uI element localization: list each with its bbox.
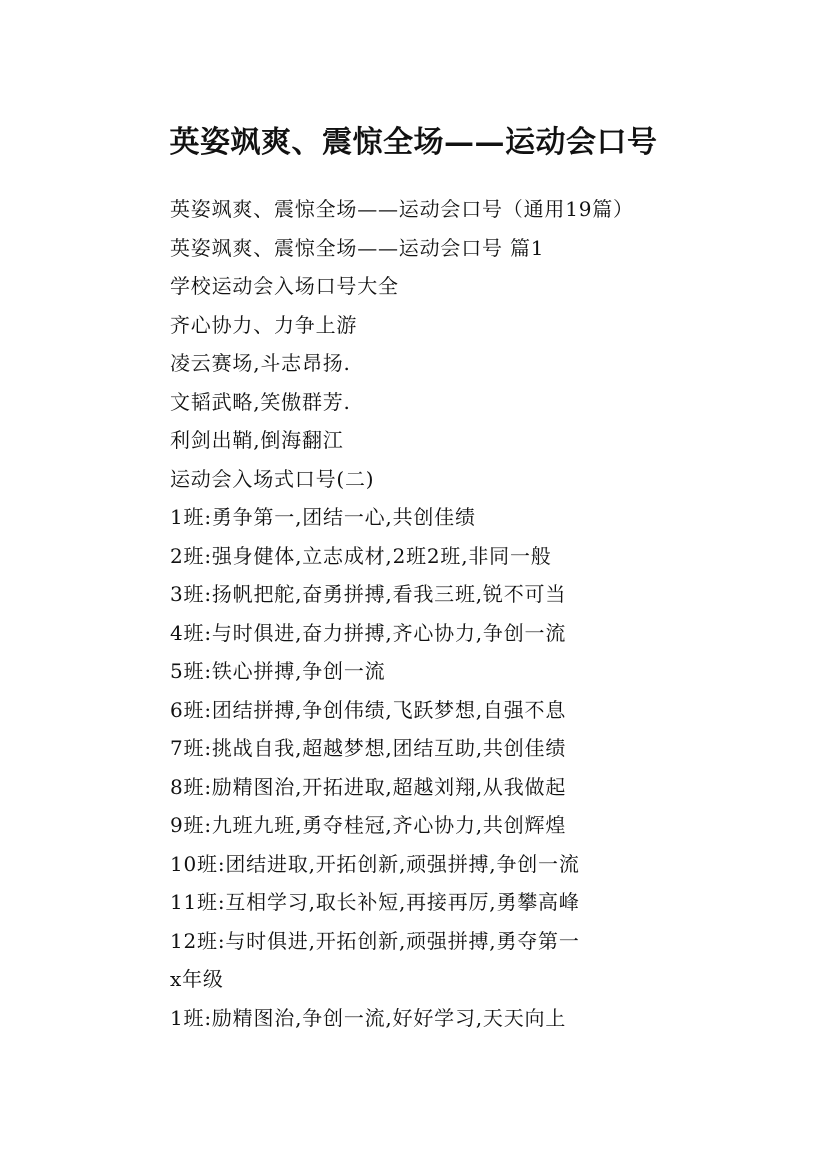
text-line: 3班:扬帆把舵,奋勇拼搏,看我三班,锐不可当: [170, 582, 567, 606]
text-line: 4班:与时俱进,奋力拼搏,齐心协力,争创一流: [170, 620, 567, 645]
text-line: 10班:团结进取,开拓创新,顽强拼搏,争创一流: [170, 851, 580, 876]
text-line: 文韬武略,笑傲群芳.: [170, 389, 351, 414]
text-line: 12班:与时俱进,开拓创新,顽强拼搏,勇夺第一: [170, 928, 580, 953]
text-line: 8班:励精图治,开拓进取,超越刘翔,从我做起: [170, 774, 567, 799]
text-line: 齐心协力、力争上游: [170, 312, 358, 337]
text-line: 利剑出鞘,倒海翻江: [170, 428, 344, 452]
text-line: 运动会入场式口号(二): [170, 466, 375, 491]
page-title: 英姿飒爽、震惊全场——运动会口号: [169, 125, 658, 161]
text-line: 英姿飒爽、震惊全场——运动会口号 篇1: [170, 235, 545, 260]
text-line: 7班:挑战自我,超越梦想,团结互助,共创佳绩: [170, 736, 567, 760]
text-line: 1班:励精图治,争创一流,好好学习,天天向上: [170, 1005, 567, 1030]
text-line: x年级: [170, 967, 224, 991]
text-line: 9班:九班九班,勇夺桂冠,齐心协力,共创辉煌: [170, 813, 567, 837]
text-line: 2班:强身健体,立志成材,2班2班,非同一般: [170, 543, 552, 568]
text-line: 6班:团结拼搏,争创伟绩,飞跃梦想,自强不息: [170, 697, 567, 722]
text-line: 学校运动会入场口号大全: [170, 274, 399, 298]
document-body: [170, 190, 770, 1037]
text-line: 5班:铁心拼搏,争创一流: [170, 659, 386, 683]
text-line: 1班:勇争第一,团结一心,共创佳绩: [170, 505, 476, 529]
text-line: 凌云赛场,斗志昂扬.: [170, 351, 351, 375]
text-line: 英姿飒爽、震惊全场——运动会口号（通用19篇）: [170, 197, 634, 221]
text-line: 11班:互相学习,取长补短,再接再厉,勇攀高峰: [170, 890, 580, 914]
